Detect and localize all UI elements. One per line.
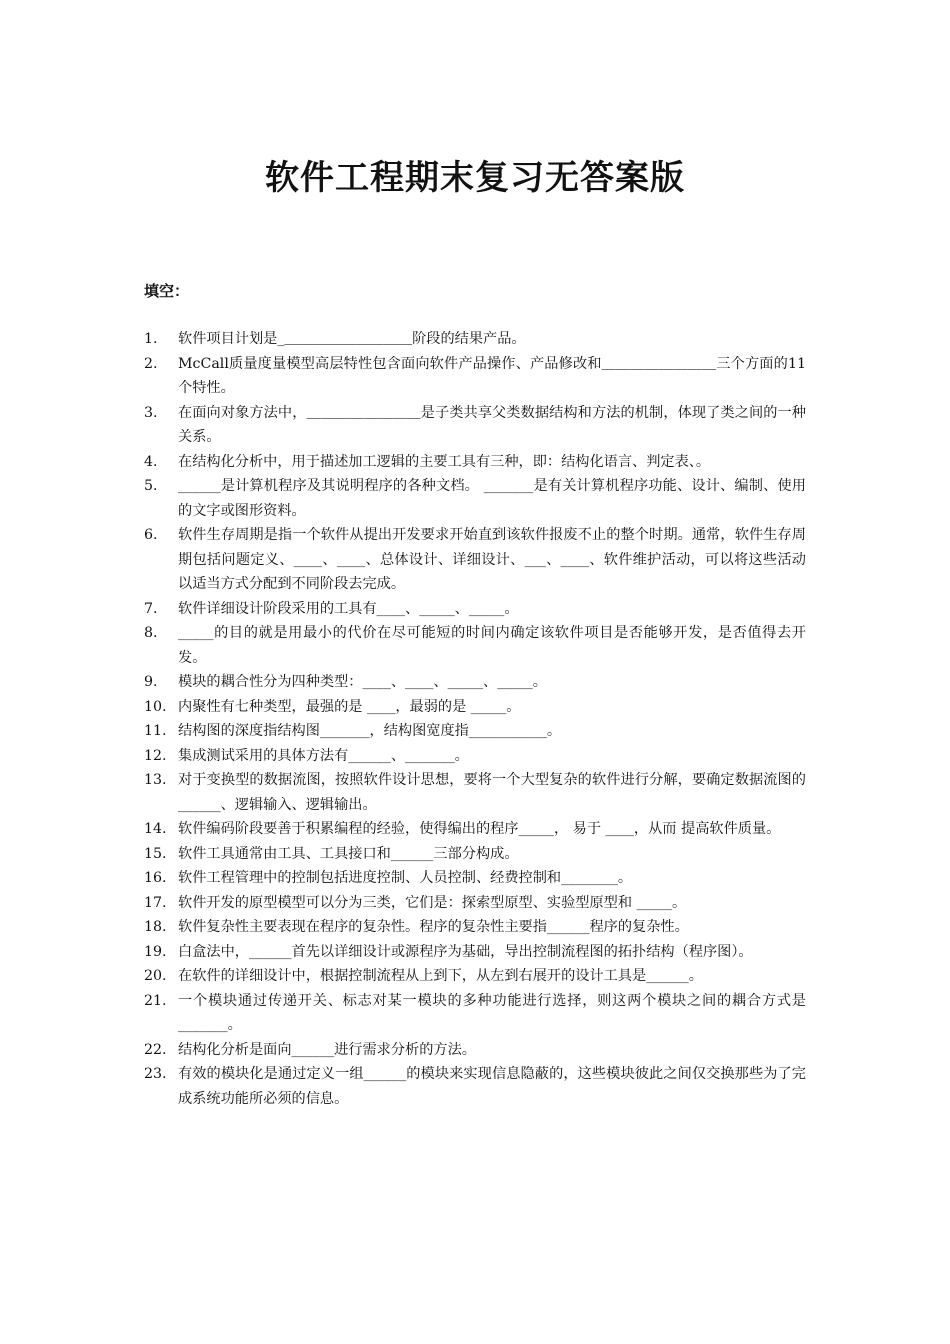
question-item [144,597,806,622]
question-number: 9. [144,674,158,690]
question-item [144,523,806,597]
question-item [144,719,806,744]
question-text: 对于变换型的数据流图，按照软件设计思想，要将一个大型复杂的软件进行分解，要确定数据流图的______、逻辑输入、逻辑输出。 [178,772,806,813]
question-text: 一个模块通过传递开关、标志对某一模块的多种功能进行选择，则这两个模块之间的耦合方式是_______。 [178,992,806,1033]
question-item [144,768,806,817]
question-text: 在结构化分析中，用于描述加工逻辑的主要工具有三种，即：结构化语言、判定表、。 [178,453,711,470]
question-text: 软件工具通常由工具、工具接口和______三部分构成。 [178,845,519,862]
question-item [144,817,806,842]
question-number: 15. [144,845,167,862]
question-text: 软件编码阶段要善于积累编程的经验，使得编出的程序_____， 易于 ____，从而 提高软件质量。 [178,821,781,837]
question-item [144,1062,806,1111]
question-number: 1. [144,331,158,347]
question-number: 16. [144,870,167,886]
question-text: 软件详细设计阶段采用的工具有____、_____、_____。 [178,600,519,617]
question-number: 21. [144,992,167,1009]
question-number: 23. [144,1066,167,1082]
question-number: 17. [144,894,167,911]
question-number: 12. [144,747,167,764]
question-text: 模块的耦合性分为四种类型：____、____、_____、_____。 [178,674,547,690]
question-number: 14. [144,821,167,837]
question-text: 结构化分析是面向______进行需求分析的方法。 [178,1041,476,1058]
question-item [144,621,806,670]
question-item [144,450,806,475]
question-number: 5. [144,478,158,494]
question-text: 内聚性有七种类型，最强的是 ____，最弱的是 _____。 [178,698,521,715]
question-number: 4. [144,453,158,470]
question-number: 19. [144,943,167,960]
question-text: 软件复杂性主要表现在程序的复杂性。程序的复杂性主要指______程序的复杂性。 [178,919,689,935]
question-item [144,670,806,695]
question-text: 结构图的深度指结构图_______，结构图宽度指___________。 [178,723,562,739]
question-number: 2. [144,355,158,372]
question-text: 在面向对象方法中，＿＿＿＿＿＿＿＿是子类共享父类数据结构和方法的机制，体现了类之间的一种关系。 [178,404,806,445]
question-number: 3. [144,404,158,421]
question-text: 白盒法中，______首先以详细设计或源程序为基础，导出控制流程图的拓扑结构（程序图）。 [178,943,753,960]
question-text: 软件项目计划是_＿＿＿＿＿＿＿＿＿阶段的结果产品。 [178,331,526,347]
question-item [144,744,806,769]
question-item [144,964,806,989]
question-item [144,989,806,1038]
document-title: 软件工程期末复习无答案版 [265,158,685,198]
question-text: 软件生存周期是指一个软件从提出开发要求开始直到该软件报废不止的整个时期。通常，软件生存周期包括问题定义、____、____、总体设计、详细设计、___、____、软件维护活动，可以将这些活动以适当方式分配到不同阶段去完成。 [178,527,806,592]
question-number: 6. [144,527,158,543]
question-item [144,1038,806,1063]
question-number: 8. [144,625,158,641]
question-text: ______是计算机程序及其说明程序的各种文档。 _______是有关计算机程序功能、设计、编制、使用的文字或图形资料。 [178,478,806,519]
question-text: 集成测试采用的具体方法有______、_______。 [178,747,469,764]
question-number: 10. [144,698,167,715]
question-item [144,866,806,891]
question-number: 22. [144,1041,167,1058]
question-item [144,842,806,867]
question-item [144,401,806,450]
question-list [144,327,806,1111]
question-item [144,891,806,916]
question-number: 7. [144,600,158,617]
question-item [144,695,806,720]
question-item [144,474,806,523]
question-item [144,915,806,940]
question-text: 软件开发的原型模型可以分为三类，它们是：探索型原型、实验型原型和 _____。 [178,894,687,911]
question-item [144,327,806,352]
question-number: 18. [144,919,167,935]
question-text: 软件工程管理中的控制包括进度控制、人员控制、经费控制和________。 [178,870,633,886]
question-number: 11. [144,723,167,739]
section-label-fill-in: 填空： [144,282,190,300]
question-text: 在软件的详细设计中，根据控制流程从上到下，从左到右展开的设计工具是______。 [178,968,703,984]
question-item [144,352,806,401]
question-number: 20. [144,968,167,984]
question-text: McCall质量度量模型高层特性包含面向软件产品操作、产品修改和＿＿＿＿＿＿＿＿三个方面的11个特性。 [178,355,806,396]
question-text: _____的目的就是用最小的代价在尽可能短的时间内确定该软件项目是否能够开发，是否值得去开发。 [178,625,806,666]
question-number: 13. [144,772,167,788]
question-item [144,940,806,965]
question-text: 有效的模块化是通过定义一组______的模块来实现信息隐蔽的，这些模块彼此之间仅交换那些为了完成系统功能所必须的信息。 [178,1066,806,1107]
